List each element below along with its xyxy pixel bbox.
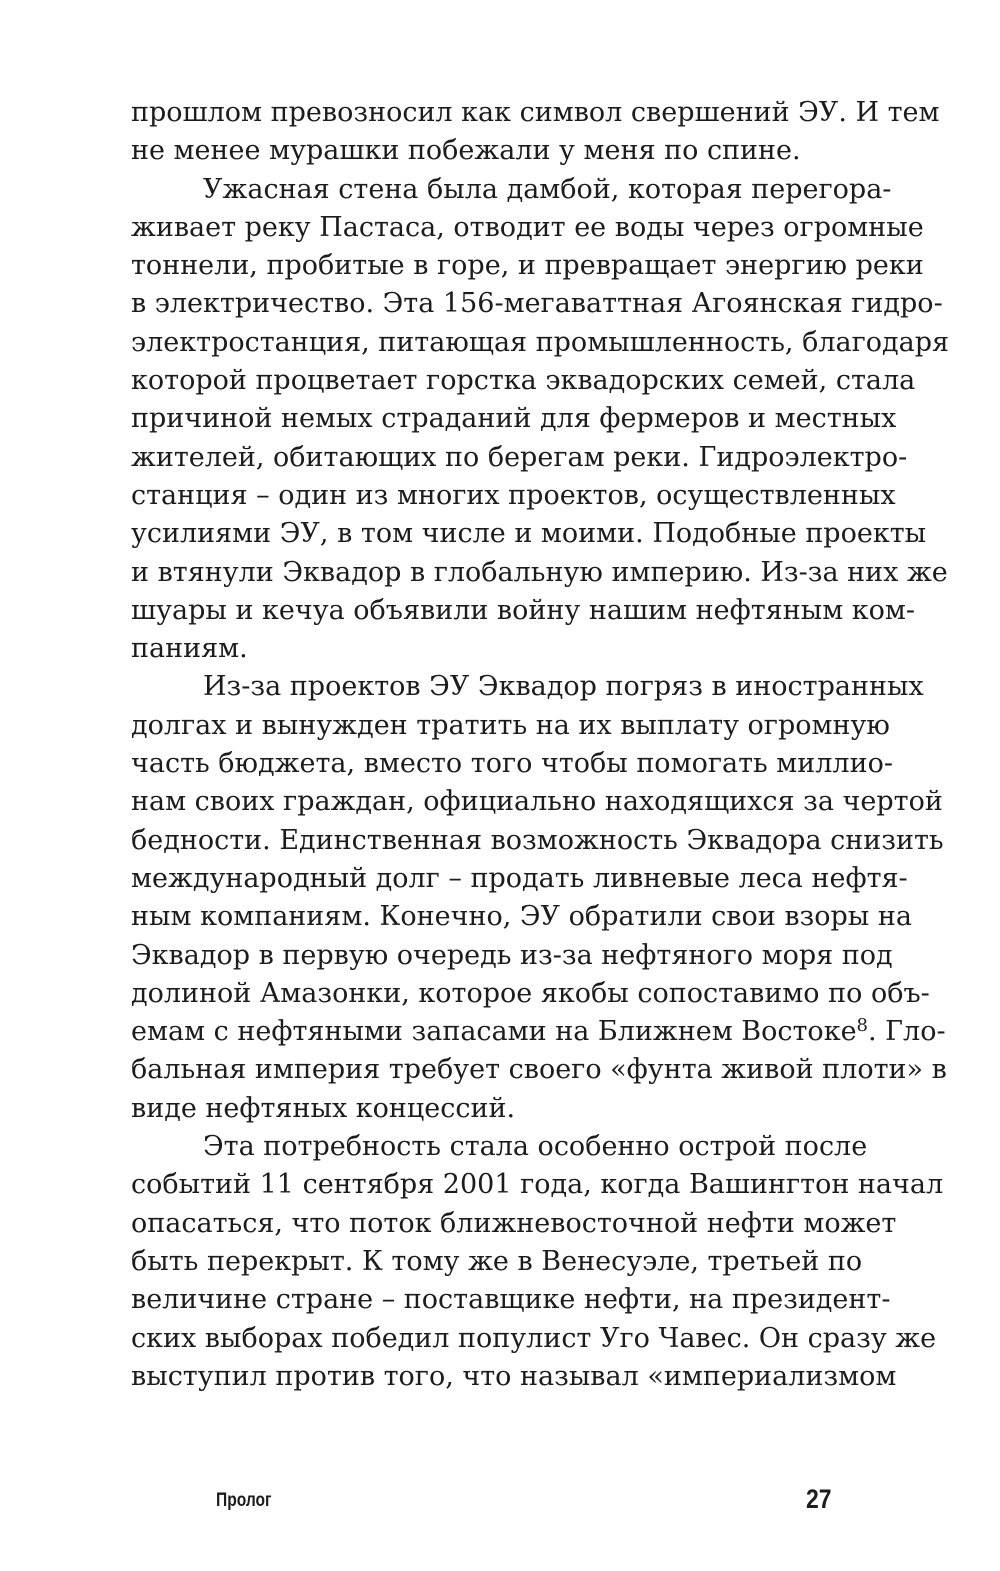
text-line: величине стране – поставщике нефти, на президент- bbox=[131, 1284, 891, 1316]
text-line: опасаться, что поток ближневосточной нефти может bbox=[131, 1207, 897, 1239]
text-line: ным компаниям. Конечно, ЭУ обратили свои взоры на bbox=[131, 901, 912, 933]
text-line: и втянули Эквадор в глобальную империю. Из-за них же bbox=[131, 556, 948, 588]
text-line: Ужасная стена была дамбой, которая перегора- bbox=[203, 173, 892, 205]
running-footer-section: Пролог bbox=[216, 1490, 272, 1511]
text-line: станция – один из многих проектов, осуществленных bbox=[131, 479, 896, 511]
text-line: часть бюджета, вместо того чтобы помогать миллио- bbox=[131, 748, 893, 780]
text-line: быть перекрыт. К тому же в Венесуэле, третьей по bbox=[131, 1245, 863, 1277]
text-line: виде нефтяных концессий. bbox=[131, 1092, 516, 1124]
text-line: жителей, обитающих по берегам реки. Гидроэлектро- bbox=[131, 441, 908, 473]
text-line: паниям. bbox=[131, 633, 248, 665]
body-text bbox=[131, 94, 950, 1396]
text-line: не менее мурашки побежали у меня по спине. bbox=[131, 135, 801, 167]
text-segment: . Гло- bbox=[868, 1016, 946, 1048]
text-line: международный долг – продать ливневые леса нефтя- bbox=[131, 862, 908, 894]
text-line: Эта потребность стала особенно острой после bbox=[203, 1131, 868, 1163]
page-number: 27 bbox=[806, 1484, 832, 1514]
text-line: которой процветает горстка эквадорских семей, стала bbox=[131, 365, 916, 397]
footnote-ref[interactable]: 8 bbox=[856, 1015, 868, 1037]
text-line: электростанция, питающая промышленность, благодаря bbox=[131, 326, 950, 358]
text-line: в электричество. Эта 156-мегаваттная Агоянская гидро- bbox=[131, 288, 943, 320]
text-line: прошлом превозносил как символ свершений ЭУ. И тем bbox=[131, 97, 940, 128]
text-line: живает реку Пастаса, отводит ее воды через огромные bbox=[131, 211, 924, 243]
text-line: бедности. Единственная возможность Эквадора снизить bbox=[131, 824, 944, 856]
text-line: выступил против того, что называл «империализмом bbox=[131, 1360, 897, 1392]
text-line: Эквадор в первую очередь из-за нефтяного моря под bbox=[131, 939, 893, 971]
text-line: долиной Амазонки, которое якобы сопоставимо по объ- bbox=[131, 977, 930, 1009]
text-line: усилиями ЭУ, в том числе и моими. Подобные проекты bbox=[131, 518, 927, 550]
text-line: тоннели, пробитые в горе, и превращает энергию реки bbox=[131, 250, 924, 282]
text-segment: емам с нефтяными запасами на Ближнем Востоке bbox=[131, 1016, 857, 1048]
text-line: Из-за проектов ЭУ Эквадор погряз в иностранных bbox=[203, 671, 924, 703]
text-line-with-footnote bbox=[131, 1013, 946, 1051]
text-line: долгах и вынужден тратить на их выплату огромную bbox=[131, 709, 890, 741]
text-line: событий 11 сентября 2001 года, когда Вашингтон начал bbox=[131, 1169, 944, 1201]
text-line: шуары и кечуа объявили войну нашим нефтяным ком- bbox=[131, 594, 916, 626]
text-line: причиной немых страданий для фермеров и местных bbox=[131, 403, 897, 435]
text-line: ских выборах победил популист Уго Чавес. Он сразу же bbox=[131, 1322, 937, 1354]
text-line: нам своих граждан, официально находящихся за чертой bbox=[131, 786, 943, 818]
text-line: бальная империя требует своего «фунта живой плоти» в bbox=[131, 1054, 947, 1086]
